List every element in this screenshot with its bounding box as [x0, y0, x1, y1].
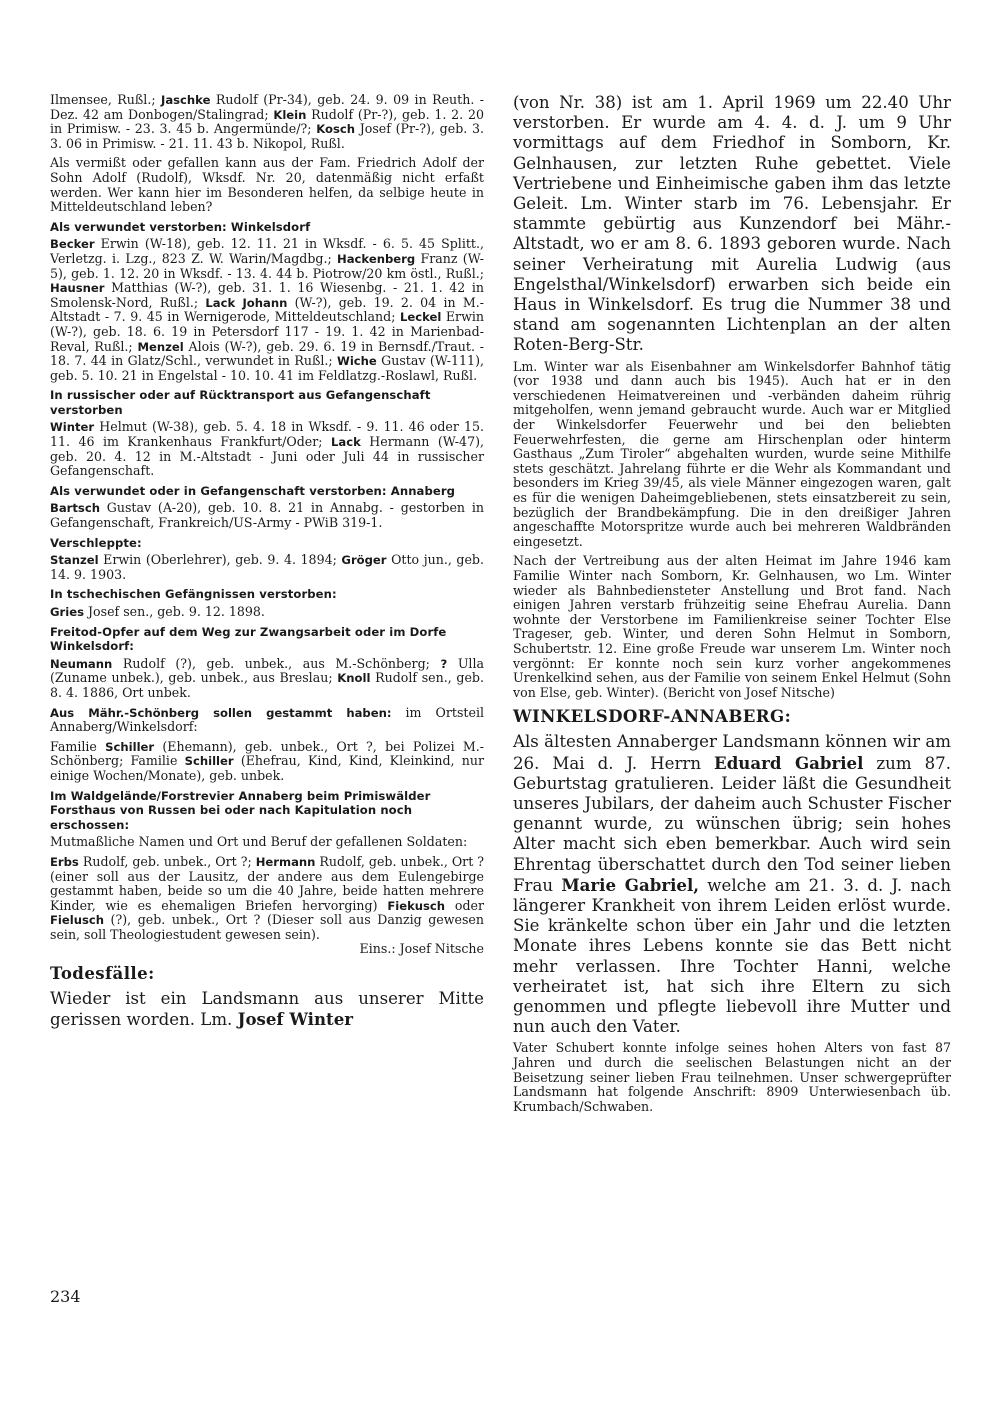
text: (Ehemann), geb. unbek., Ort ?, bei Polizei M.-Schönberg; Familie — [50, 738, 485, 769]
person-name: Hackenberg — [337, 251, 416, 266]
person-name: Knoll — [337, 671, 371, 686]
birthday-article — [513, 732, 951, 1037]
person-name: Fiekusch — [387, 898, 446, 913]
text: Rudolf (?), geb. unbek., aus M.-Schönberg; — [112, 655, 441, 671]
person-name: Stanzel — [50, 553, 99, 568]
suicide-list — [50, 657, 484, 701]
person-name: Klein — [273, 107, 307, 122]
text: Otto jun., geb. 14. 9. 1903. — [50, 552, 484, 582]
text: zum 87. Geburtstag gratulieren. Leider läßt die Gesundheit unseres Jubilars, der daheim auch Schuster Fischer genannt wurde, zu wünschen übrig; sein hohes Alter macht sich eben bemerkbar. Auch wird sein Ehrentag überschattet durch den Tod seiner lieben Frau — [513, 753, 952, 895]
person-name: Leckel — [399, 310, 442, 325]
page-number: 234 — [50, 1287, 81, 1306]
text: Gustav (A-20), geb. 10. 8. 21 in Annabg. - gestorben in Gefangenschaft, Frankreich/US-Army - PWiB 319-1. — [50, 500, 484, 531]
section-heading-wounded: Als verwundet verstorben: Winkelsdorf — [50, 219, 311, 234]
text: Rudolf (Pr-?), geb. 1. 2. 20 in Primisw. - 23. 3. 45 b. Angermünde/?; — [50, 106, 484, 137]
casualty-list-continued — [50, 93, 484, 151]
inline-heading: Aus Mähr.-Schönberg sollen gestammt haben: — [50, 705, 392, 720]
section-heading-winkelsdorf-annaberg: WINKELSDORF-ANNABERG: — [513, 706, 792, 727]
section-heading-forest: Im Waldgelände/Forstrevier Annaberg beim Primiswälder Forsthaus von Russen bei oder nach Kapitulation noch erschossen: — [50, 788, 431, 832]
text: Matthias (W-?), geb. 31. 1. 16 Wiesenbg. - 21. 1. 42 in Smolensk-Nord, Rußl.; — [50, 280, 484, 310]
text: Erwin (W-?), geb. 18. 6. 19 in Petersdorf 117 - 19. 1. 42 in Marienbad-Reval, Rußl.; — [50, 309, 484, 354]
person-name: Bartsch — [50, 501, 100, 516]
text: (Ehefrau, Kind, Kind, Kleinkind, nur einige Wochen/Monate), geb. unbek. — [50, 753, 484, 783]
person-name: Gries — [50, 605, 84, 619]
obituary-expulsion-paragraph: Nach der Vertreibung aus der alten Heimat im Jahre 1946 kam Familie Winter nach Somborn, Kr. Gelnhausen, wo Lm. Winter wieder als Bahnbediensteter Anstellung und Brot fand. Nach einigen Jahren verstarb frühzeitig seine Ehefrau Aurelia. Dann wohnte der Verstorbene im Familienkreise seiner Tochter Else Trageser, geb. Winter, und deren Sohn Helmut in Somborn, Schubertstr. 12. Eine große Freude war unserem Lm. Winter noch vergönnt: Er konnte noch sein kurz vorher angekommenes Urenkelkind sehen, aus der Familie von seinem Enkel Helmut (Sohn von Else, geb. Winter). (Bericht von Josef Nitsche) — [513, 553, 951, 700]
person-name: Lack — [331, 435, 361, 450]
text: Erwin (W-18), geb. 12. 11. 21 in Wksdf. - 6. 5. 45 Splitt., Verletzg. i. Lzg., 823 Z. W. Warin/Magdbg.; — [50, 236, 484, 266]
person-name: Hermann — [255, 854, 316, 869]
person-name: Wiche — [337, 354, 377, 369]
text: Hermann (W-47), geb. 20. 4. 12 in M.-Altstadt - Juni oder Juli 44 in russischer Gefangenschaft. — [50, 434, 484, 479]
text: (W-?), geb. 19. 2. 04 in M.-Altstadt - 7. 9. 45 in Wernigerode, Mitteldeutschland; — [50, 294, 485, 325]
person-name: Jaschke — [161, 93, 211, 107]
section-heading-prison: In tschechischen Gefängnissen verstorben: — [50, 587, 337, 602]
person-name: Winter — [50, 420, 95, 435]
section-heading-captivity-transport: In russischer oder auf Rücktransport aus Gefangenschaft verstorben — [50, 388, 431, 417]
person-name: Hausner — [50, 281, 105, 296]
text: Rudolf, geb. unbek., Ort ? (einer soll aus der Lausitz, der andere aus dem Eulengebirge gestammt haben, beide so um die 40 Jahre, beide hatten mehrere Kinder, wie es ehemaligen Briefen hervorging) — [50, 853, 485, 913]
text: Rudolf, geb. unbek., Ort ?; — [78, 853, 256, 869]
text: oder — [445, 897, 484, 913]
forest-intro: Mutmaßliche Namen und Ort und Beruf der gefallenen Soldaten: — [50, 834, 468, 850]
person-name: Marie Gabriel, — [561, 874, 700, 895]
section-heading-deaths: Todesfälle: — [50, 963, 155, 984]
person-name: Menzel — [137, 339, 184, 354]
obituary-continued: (von Nr. 38) ist am 1. April 1969 um 22.40 Uhr verstorben. Er wurde am 4. 4. d. J. um 9 Uhr vormittags auf dem Friedhof in Somborn, Kr. Gelnhausen, zur letzten Ruhe gebettet. Viele Vertriebene und Einheimische gaben ihm das letzte Geleit. Lm. Winter starb im 76. Lebensjahr. Er stammte gebürtig aus Kunzendorf bei Mähr.-Altstadt, wo er am 8. 6. 1893 geboren wurde. Nach seiner Verheiratung mit Aurelia Ludwig (aus Engelsthal/Winkelsdorf) erwarben sich beide ein Haus in Winkelsdorf. Es trug die Nummer 38 und stand am sogenannten Lichtenplan an der alten Roten-Berg-Str. — [513, 93, 951, 355]
person-name: Lack Johann — [205, 295, 288, 310]
forest-signature: Eins.: Josef Nitsche — [359, 941, 484, 957]
section-heading-annaberg: Als verwundet oder in Gefangenschaft verstorben: Annaberg — [50, 483, 456, 498]
text: Alois (W-?), geb. 29. 6. 19 in Bernsdf./Traut. - 18. 7. 44 in Glatz/Schl., verwundet in Rußl.; — [50, 338, 485, 369]
person-name: Erbs — [50, 854, 79, 869]
text: Josef (Pr-?), geb. 3. 3. 06 in Primisw. - 21. 11. 43 b. Nikopol, Rußl. — [50, 121, 485, 151]
text: im Ortsteil Annaberg/Winkelsdorf: — [50, 704, 484, 735]
section-heading-deported: Verschleppte: — [50, 535, 142, 550]
text: Wieder ist ein Landsmann aus unserer Mitte gerissen worden. Lm. — [50, 989, 484, 1030]
text: Gustav (W-111), geb. 5. 10. 21 in Engelstal - 10. 10. 41 im Feldlatzg.-Roslawl, Rußl. — [50, 353, 484, 383]
person-name: Kosch — [316, 122, 355, 137]
person-name: Gröger — [341, 553, 387, 568]
text: Rudolf sen., geb. 8. 4. 1886, Ort unbek. — [50, 670, 484, 700]
person-name: Schiller — [184, 754, 234, 769]
text: Helmut (W-38), geb. 5. 4. 18 in Wksdf. - 9. 11. 46 oder 15. 11. 46 im Krankenhaus Frankfurt/Oder; — [50, 419, 484, 450]
person-name: Schiller — [105, 739, 155, 754]
left-column — [50, 93, 484, 1034]
deported-list — [50, 553, 484, 582]
schoenberg-origin-list — [50, 740, 484, 784]
right-column — [513, 93, 951, 1119]
person-name: Fielusch — [50, 913, 105, 928]
text: (?), geb. unbek., Ort ? (Dieser soll aus Danzig gewesen sein, soll Theologiestudent gewesen sein). — [50, 912, 484, 942]
text: Ilmensee, Rußl.; — [50, 92, 161, 107]
person-name: Becker — [50, 237, 95, 252]
obituary-start — [50, 989, 484, 1030]
text: Rudolf (Pr-34), geb. 24. 9. 09 in Reuth. - Dez. 42 am Donbogen/Stalingrad; — [50, 92, 484, 122]
schoenberg-origin-intro — [50, 706, 484, 735]
wounded-list — [50, 237, 484, 383]
person-name: ? — [440, 656, 448, 671]
section-heading-suicide: Freitod-Opfer auf dem Weg zur Zwangsarbeit oder im Dorfe Winkelsdorf: — [50, 624, 447, 654]
address-note: Vater Schubert konnte infolge seines hohen Alters von fast 87 Jahren und durch die seelischen Belastungen nicht an der Beisetzung seiner lieben Frau teilnehmen. Unser schwergeprüfter Landsmann hat folgende Anschrift: 8909 Unterwiesenbach üb. Krumbach/Schwaben. — [513, 1040, 951, 1114]
text: Erwin (Oberlehrer), geb. 9. 4. 1894; — [98, 552, 342, 568]
annaberg-list — [50, 501, 484, 530]
obituary-railway-paragraph: Lm. Winter war als Eisenbahner am Winkelsdorfer Bahnhof tätig (vor 1938 und dann auch bis 1945). Auch hat er in den verschiedenen Heimatvereinen und -verbänden daheim rührig mitgeholfen, wenn jemand gebraucht wurde. Auch war er Mitglied der Winkelsdorfer Feuerwehr und bei den beliebten Feuerwehrfesten, die gerne am Hirschenplan oder hinterm Gasthaus „Zum Tiroler“ abgehalten wurden, wurde seine Mithilfe stets geschätzt. Jahrelang führte er die Wehr als Kommandant und besonders im Krieg 39/45, als viele Männer eingezogen waren, galt es für die wenigen Daheimgebliebenen, stets einsatzbereit zu sein, bezüglich der Brandbekämpfung. Die in den dreißiger Jahren angeschaffte Motorspritze wurde auch bei mehreren Waldbränden eingesetzt. — [513, 358, 951, 549]
text: welche am 21. 3. d. J. nach längerer Krankheit von ihrem Leiden erlöst wurde. Sie kränkelte schon über ein Jahr und die letzten Monate ihres Lebens konnte sie das Bett nicht mehr verlassen. Ihre Tochter Hanni, welche verheiratet ist, hat sich ihre Eltern zu sich genommen und pflegte liebevoll ihre Mutter und nun auch den Vater. — [513, 875, 952, 1037]
missing-person-note: Als vermißt oder gefallen kann aus der Fam. Friedrich Adolf der Sohn Adolf (Rudolf), Wksdf. Nr. 20, datenmäßig nicht erfaßt werden. Wer kann hier im Besonderen helfen, da selbige heute in Mitteldeutschland leben? — [50, 155, 484, 215]
captivity-transport-list — [50, 420, 484, 478]
forest-list — [50, 855, 484, 943]
text: Josef sen., geb. 9. 12. 1898. — [83, 604, 265, 619]
prison-list — [50, 605, 484, 620]
person-name: Neumann — [50, 656, 113, 671]
text: Ulla (Zuname unbek.), geb. unbek., aus Breslau; — [50, 655, 484, 686]
text: Als ältesten Annaberger Landsmann können wir am 26. Mai d. J. Herrn — [513, 732, 951, 773]
person-name: Eduard Gabriel — [714, 752, 864, 773]
person-name: Josef Winter — [237, 1009, 354, 1030]
text: Familie — [50, 738, 106, 754]
text: Franz (W-5), geb. 1. 12. 20 in Wksdf. - 13. 4. 44 b. Piotrow/20 km östl., Rußl.; — [50, 250, 484, 281]
